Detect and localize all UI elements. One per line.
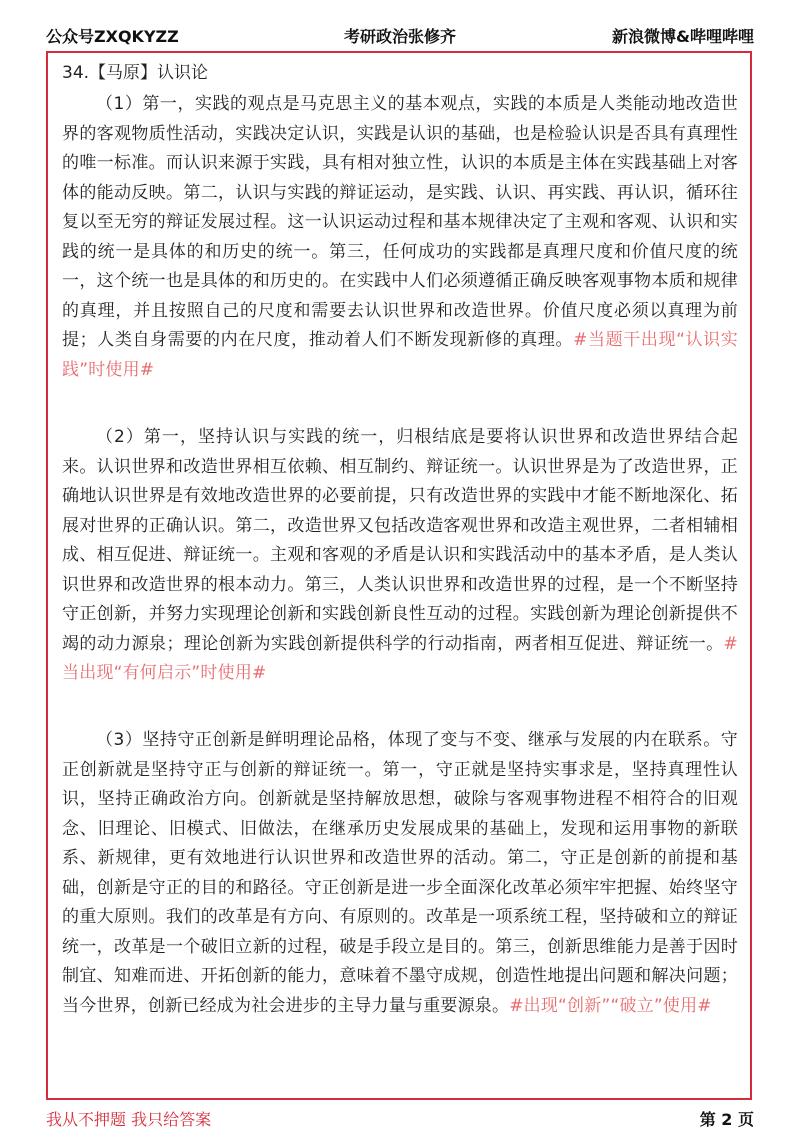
header-center-text: 考研政治张修齐 — [343, 27, 456, 46]
answer-paragraph-3 — [62, 726, 738, 1021]
page-footer — [46, 1107, 754, 1129]
paragraph-text: （1）第一，实践的观点是马克思主义的基本观点，实践的本质是人类能动地改造世界的客观物质性活动，实践决定认识，实践是认识的基础，也是检验认识是否具有真理性的唯一标准。而认识来源于实践，具有相对独立性，认识的本质是主体在实践基础上对客体的能动反映。第二，认识与实践的辩证运动，是实践、认识、再实践、再认识，循环往复以至无穷的辩证发展过程。这一认识运动过程和基本规律决定了主观和客观、认识和实践的统一是具体的和历史的统一。第三，任何成功的实践都是真理尺度和价值尺度的统一，这个统一也是具体的和历史的。在实践中人们必须遵循正确反映客观事物本质和规律的真理，并且按照自己的尺度和需要去认识世界和改造世界。价值尺度必须以真理为前提；人类自身需要的内在尺度，推动着人们不断发现新修的真理。 — [62, 94, 738, 350]
usage-tag: #当题干出现“认识实践”时使用# — [62, 330, 738, 380]
usage-tag: #当出现“有何启示”时使用# — [62, 633, 738, 683]
header-right-text: 新浪微博&哔哩哔哩 — [612, 27, 754, 46]
paragraph-text: （3）坚持守正创新是鲜明理论品格，体现了变与不变、继承与发展的内在联系。守正创新就是坚持守正与创新的辩证统一。第一，守正就是坚持实事求是，坚持真理性认识，坚持正确政治方向。创新就是坚持解放思想，破除与客观事物进程不相符合的旧观念、旧理论、旧模式、旧做法，在继承历史发展成果的基础上，发现和运用事物的新联系、新规律，更有效地进行认识世界和改造世界的活动。第二，守正是创新的前提和基础，创新是守正的目的和路径。守正创新是进一步全面深化改革必须牢牢把握、始终坚守的重大原则。我们的改革是有方向、有原则的。改革是一项系统工程，坚持破和立的辩证统一，改革是一个破旧立新的过程，破是手段立是目的。第三，创新思维能力是善于因时制宜、知难而进、开拓创新的能力，意味着不墨守成规，创造性地提出问题和解决问题；当今世界，创新已经成为社会进步的主导力量与重要源泉。 — [62, 730, 738, 1016]
page-number: 第 2 页 — [699, 1110, 754, 1129]
question-title: 34.【马原】认识论 — [62, 63, 209, 83]
footer-slogan: 我从不押题 我只给答案 — [46, 1110, 212, 1129]
answer-paragraph-2 — [62, 423, 738, 689]
header-left-text: 公众号ZXQKYZZ — [46, 27, 179, 46]
page-header — [46, 24, 754, 48]
paragraph-text: （2）第一，坚持认识与实践的统一，归根结底是要将认识世界和改造世界结合起来。认识世界和改造世界相互依赖、相互制约、辩证统一。认识世界是为了改造世界，正确地认识世界是有效地改造世界的必要前提，只有改造世界的实践中才能不断地深化、拓展对世界的正确认识。第二，改造世界又包括改造客观世界和改造主观世界，二者相辅相成、相互促进、辩证统一。主观和客观的矛盾是认识和实践活动中的基本矛盾，是人类认识世界和改造世界的根本动力。第三，人类认识世界和改造世界的过程，是一个不断坚持守正创新，并努力实现理论创新和实践创新良性互动的过程。实践创新为理论创新提供不竭的动力源泉；理论创新为实践创新提供科学的行动指南，两者相互促进、辩证统一。 — [62, 427, 738, 654]
answer-paragraph-1 — [62, 90, 738, 385]
usage-tag: #出现“创新”“破立”使用# — [509, 995, 712, 1016]
